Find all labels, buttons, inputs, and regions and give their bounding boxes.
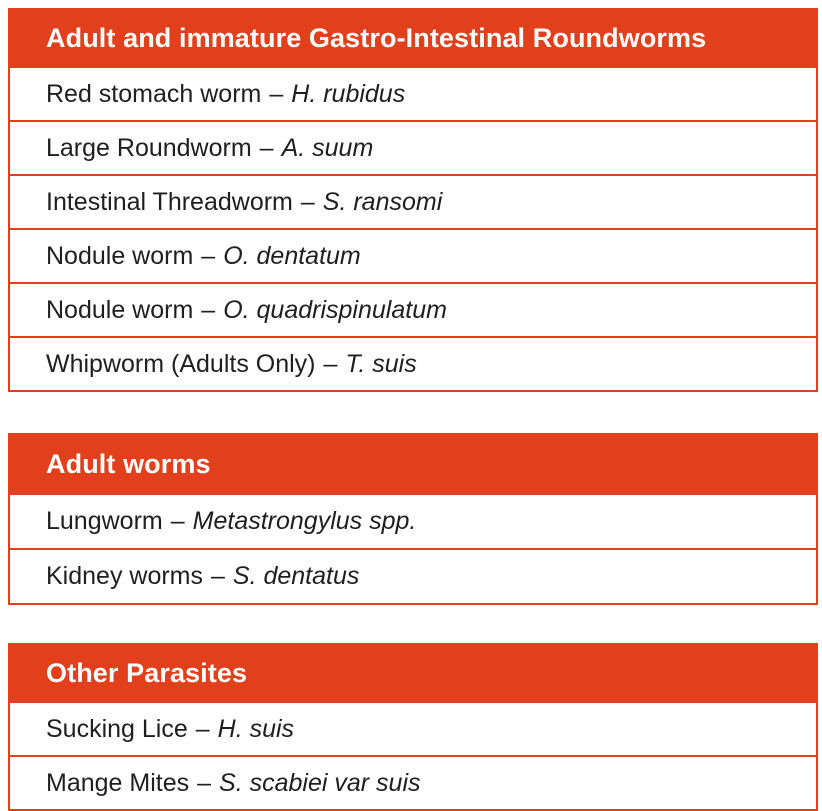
other-parasites-table [8, 643, 818, 811]
adult-worms-table [8, 433, 818, 605]
table-row [10, 550, 816, 605]
separator: – [201, 295, 216, 324]
common-name: Red stomach worm [46, 79, 262, 108]
table-row [10, 703, 816, 757]
table-row [10, 230, 816, 284]
table-row [10, 176, 816, 230]
scientific-name: H. suis [217, 714, 295, 743]
scientific-name: S. ransomi [322, 187, 443, 216]
table-row [10, 495, 816, 550]
separator: – [323, 349, 338, 378]
scientific-name: O. quadrispinulatum [223, 295, 447, 324]
separator: – [300, 187, 315, 216]
roundworms-table [8, 8, 818, 392]
separator: – [269, 79, 284, 108]
separator: – [170, 507, 185, 535]
separator: – [197, 768, 212, 797]
separator: – [195, 714, 210, 743]
separator: – [201, 241, 216, 270]
scientific-name: O. dentatum [223, 241, 361, 270]
scientific-name: T. suis [345, 349, 417, 378]
common-name: Nodule worm [46, 241, 194, 270]
separator: – [211, 562, 225, 590]
common-name: Large Roundworm [46, 133, 252, 162]
common-name: Whipworm (Adults Only) [46, 349, 316, 378]
table-row [10, 338, 816, 392]
common-name: Sucking Lice [46, 714, 188, 743]
adult-worms-table-header: Adult worms [10, 433, 816, 495]
scientific-name: S. scabiei var suis [219, 768, 421, 797]
table-row [10, 68, 816, 122]
common-name: Intestinal Threadworm [46, 187, 293, 216]
scientific-name: A. suum [281, 133, 374, 162]
table-row [10, 284, 816, 338]
table-row [10, 122, 816, 176]
separator: – [259, 133, 274, 162]
scientific-name: S. dentatus [232, 562, 360, 590]
roundworms-table-header: Adult and immature Gastro-Intestinal Roundworms [10, 8, 816, 68]
common-name: Kidney worms [46, 562, 203, 590]
common-name: Nodule worm [46, 295, 194, 324]
other-parasites-table-header: Other Parasites [10, 643, 816, 703]
scientific-name: Metastrongylus spp. [192, 507, 417, 535]
common-name: Lungworm [46, 507, 163, 535]
scientific-name: H. rubidus [291, 79, 406, 108]
common-name: Mange Mites [46, 768, 190, 797]
table-row [10, 757, 816, 811]
